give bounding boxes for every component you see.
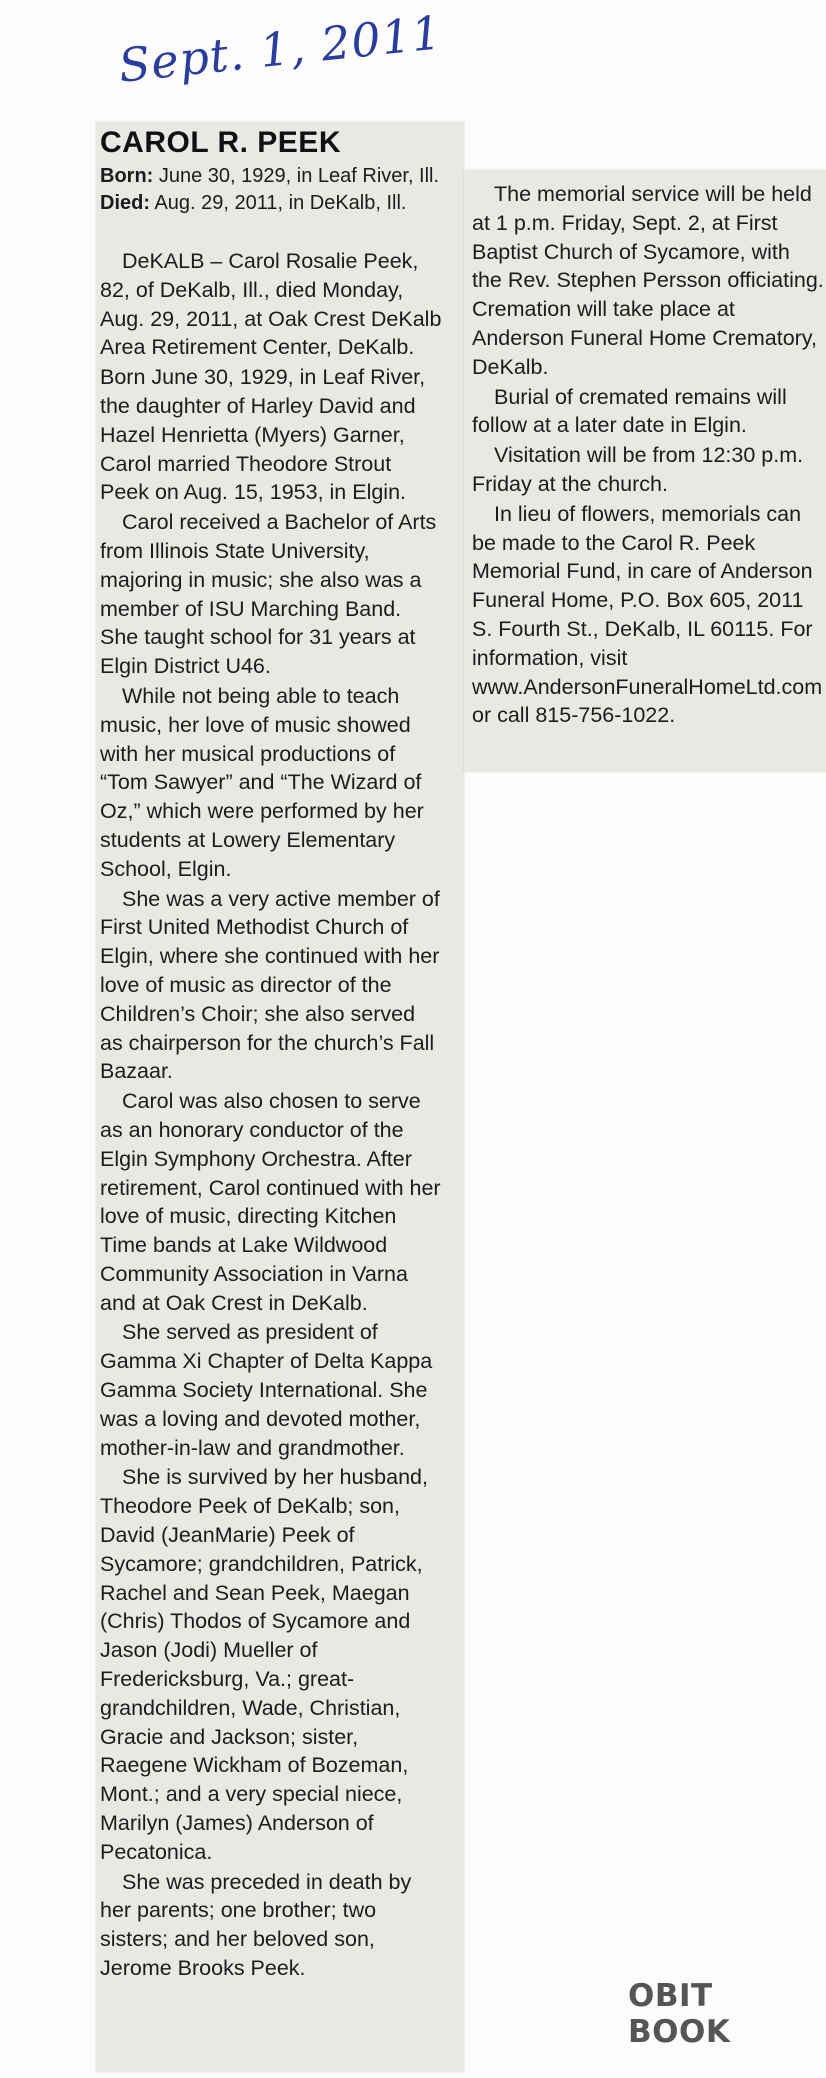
left-body	[100, 247, 442, 1983]
obit-book-stamp: OBIT BOOK	[628, 1978, 731, 2050]
paragraph-education: Carol received a Bachelor of Arts from Illinois State University, majoring in music; she also was a member of ISU Marching Band. She taught school for 31 years at Elgin District U46.	[100, 510, 437, 679]
obituary-left-column	[100, 125, 442, 1984]
paragraph-memorials: In lieu of flowers, memorials can be made to the Carol R. Peek Memorial Fund, in care of Anderson Funeral Home, P.O. Box 605, 2011 S. Fourth St., DeKalb, IL 60115. For information, visit www.AndersonFuneralHomeLtd.com or call 815-756-1022.	[472, 501, 823, 728]
paragraph-society: She served as president of Gamma Xi Chapter of Delta Kappa Gamma Society International. She was a loving and devoted mother, mother-in-law and grandmother.	[100, 1320, 433, 1460]
died-value: Aug. 29, 2011, in DeKalb, Ill.	[150, 192, 407, 214]
obituary-name: CAROL R. PEEK	[100, 126, 341, 159]
paragraph-survivors: She is survived by her husband, Theodore Peek of DeKalb; son, David (JeanMarie) Peek of Sycamore; grandchildren, Patrick, Rachel and Sean Peek, Maegan (Chris) Thodos of Sycamore and Jason (Jodi) Mueller of Fredericksburg, Va.; great-grandchildren, Wade, Christian, Gracie and Jackson; sister, Raegene Wickham of Bozeman, Mont.; and a very special niece, Marilyn (James) Anderson of Pecatonica.	[100, 1465, 428, 1864]
died-line	[100, 190, 442, 217]
paragraph-service: The memorial service will be held at 1 p.m. Friday, Sept. 2, at First Baptist Church of Sycamore, with the Rev. Stephen Persson officiating. Cremation will take place at Anderson Funeral Home Crematory, DeKalb.	[472, 182, 824, 379]
paragraph-intro: DeKALB – Carol Rosalie Peek, 82, of DeKalb, Ill., died Monday, Aug. 29, 2011, at Oak Crest DeKalb Area Retirement Center, DeKalb.	[100, 249, 442, 360]
paragraph-birth: Born June 30, 1929, in Leaf River, the daughter of Harley David and Hazel Henrietta (Myers) Garner, Carol married Theodore Strout Peek on Aug. 15, 1953, in Elgin.	[100, 365, 426, 505]
paragraph-conductor: Carol was also chosen to serve as an honorary conductor of the Elgin Symphony Orchestra. After retirement, Carol continued with her love of music, directing Kitchen Time bands at Lake Wildwood Community Association in Varna and at Oak Crest in DeKalb.	[100, 1089, 441, 1315]
born-label: Born:	[100, 165, 154, 187]
born-line	[100, 163, 442, 190]
obituary-right-column	[472, 180, 824, 731]
paragraph-visitation: Visitation will be from 12:30 p.m. Friday at the church.	[472, 443, 804, 496]
paragraph-burial: Burial of cremated remains will follow at a later date in Elgin.	[472, 384, 787, 438]
born-value: June 30, 1929, in Leaf River, Ill.	[153, 165, 440, 187]
died-label: Died:	[100, 192, 150, 214]
paragraph-church: She was a very active member of First United Methodist Church of Elgin, where she continued with her love of music as director of the Children’s Choir; she also served as chairperson for the church’s Fall Bazaar.	[100, 886, 440, 1084]
handwritten-date: Sept. 1, 2011	[116, 5, 445, 93]
right-body	[472, 180, 824, 730]
paragraph-music: While not being able to teach music, her love of music showed with her musical productions of “Tom Sawyer” and “The Wizard of Oz,” which were performed by her students at Lowery Elementary School, Elgin.	[100, 683, 424, 881]
paragraph-preceded: She was preceded in death by her parents; one brother; two sisters; and her beloved son, Jerome Brooks Peek.	[100, 1869, 412, 1981]
